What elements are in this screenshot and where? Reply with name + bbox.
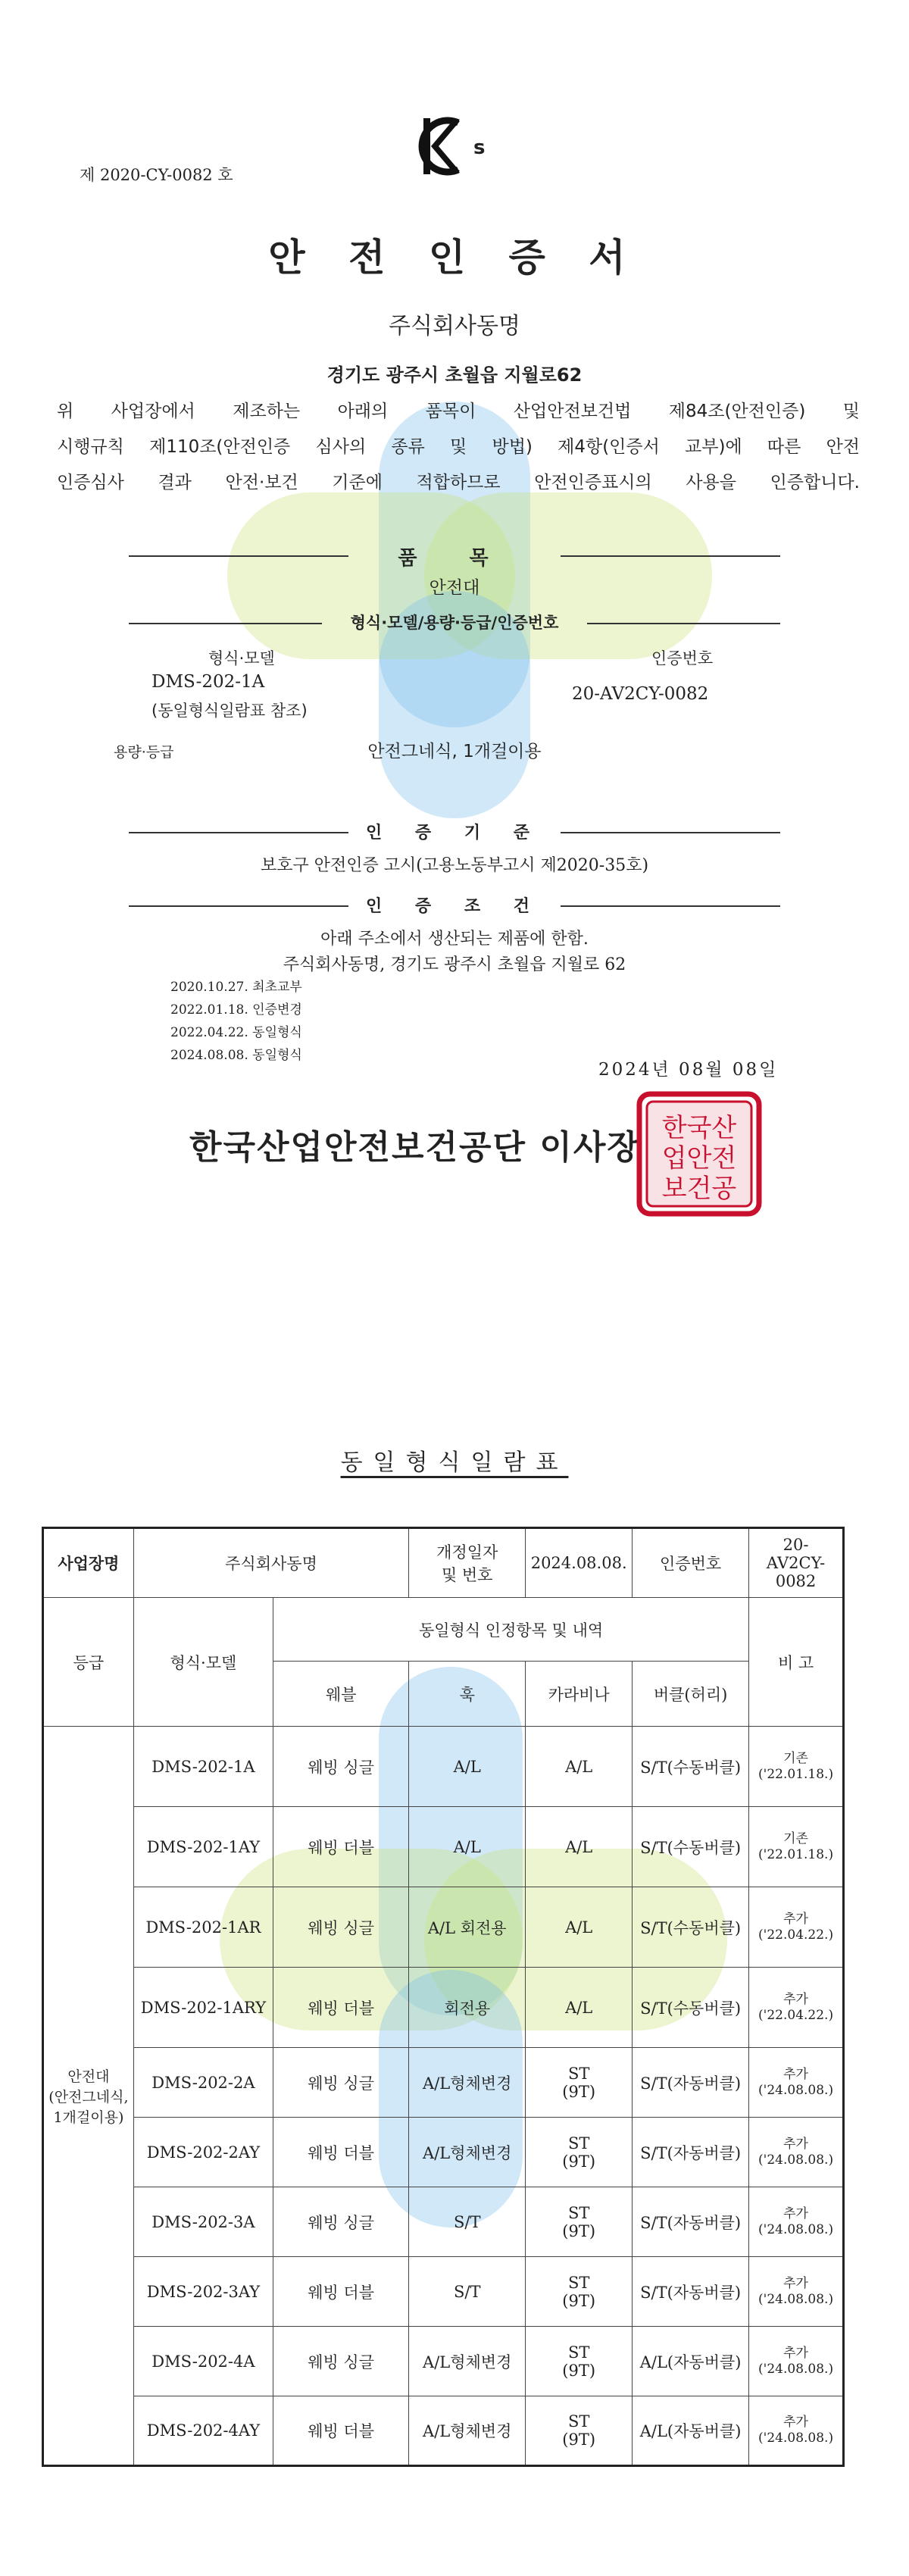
equivalent-model-table [42,1527,845,2467]
row-hook: A/L형체변경 [409,2396,526,2466]
cert-number-label: 인증번호 [651,649,714,667]
row-strap: 웨빙 더블 [273,2118,409,2187]
seal-icon [635,1089,764,1218]
strap-column-header: 웨블 [273,1662,409,1727]
row-strap: 웨빙 싱글 [273,1887,409,1968]
note-column-header: 비 고 [749,1598,844,1727]
model-value: DMS-202-1A [152,672,265,692]
row-carabiner: A/L [526,1968,633,2048]
body-line-3: 인증심사 결과 안전·보건 기준에 적합하므로 안전인증표시의 사용을 인증합니다. [57,473,860,492]
row-carabiner: ST (9T) [526,2048,633,2118]
row-model: DMS-202-2AY [133,2118,273,2187]
item-value: 안전대 [429,578,480,598]
row-hook: A/L 회전용 [409,1887,526,1968]
standard-label: 인 증 기 준 [366,824,543,843]
row-note: 추가 ('24.08.08.) [749,2187,844,2257]
grade-value-cell: 안전대 (안전그네식, 1개걸이용) [43,1727,134,2466]
row-note: 기존 ('22.01.18.) [749,1727,844,1807]
history-item: 2020.10.27. 최초교부 [170,980,302,995]
list-title-text: 동일형식일람표 [340,1449,569,1476]
row-carabiner: A/L [526,1807,633,1887]
row-note: 추가 ('24.08.08.) [749,2396,844,2466]
row-carabiner: ST (9T) [526,2327,633,2396]
row-strap: 웨빙 더블 [273,2257,409,2327]
carabiner-column-header: 카라비나 [526,1662,633,1727]
row-hook: 회전용 [409,1968,526,2048]
condition-line-2: 주식회사동명, 경기도 광주시 초월읍 지월로 62 [283,955,626,974]
history-item: 2022.04.22. 동일형식 [170,1025,302,1040]
row-note: 추가 ('24.08.08.) [749,2257,844,2327]
model-section-label: 형식·모델/용량·등급/인증번호 [350,614,559,632]
divider [129,905,348,907]
revision-label-cell: 개정일자 및 번호 [409,1528,526,1598]
kcs-logo: s [413,114,489,182]
divider [587,623,780,624]
row-model: DMS-202-1ARY [133,1968,273,2048]
row-model: DMS-202-4AY [133,2396,273,2466]
certificate-number: 제 2020-CY-0082 호 [80,166,233,184]
cert-value-cell: 20-AV2CY-0082 [749,1528,844,1598]
row-buckle: S/T(수동버클) [633,1807,749,1887]
history-item: 2022.01.18. 인증변경 [170,1002,302,1018]
row-model: DMS-202-1AY [133,1807,273,1887]
row-note: 추가 ('24.08.08.) [749,2048,844,2118]
row-buckle: A/L(자동버클) [633,2327,749,2396]
row-buckle: A/L(자동버클) [633,2396,749,2466]
row-buckle: S/T(수동버클) [633,1727,749,1807]
row-strap: 웨빙 더블 [273,2396,409,2466]
company-label-cell: 사업장명 [43,1528,134,1598]
cert-number-value: 20-AV2CY-0082 [572,684,709,704]
row-carabiner: ST (9T) [526,2187,633,2257]
row-model: DMS-202-3A [133,2187,273,2257]
row-carabiner: A/L [526,1727,633,1807]
row-hook: S/T [409,2257,526,2327]
row-strap: 웨빙 싱글 [273,2187,409,2257]
issuer-name: 한국산업안전보건공단 이사장 [189,1128,641,1167]
items-group-header: 동일형식 인정항목 및 내역 [273,1598,749,1662]
certificate-body [57,394,860,501]
revision-value-cell: 2024.08.08. [526,1528,633,1598]
row-model: DMS-202-4A [133,2327,273,2396]
row-note: 기존 ('22.01.18.) [749,1807,844,1887]
model-note: (동일형식일람표 참조) [152,702,308,720]
row-model: DMS-202-3AY [133,2257,273,2327]
model-column-header: 형식·모델 [133,1598,273,1727]
divider [129,555,348,557]
model-label: 형식·모델 [208,649,275,667]
issue-date: 2024년 08월 08일 [598,1060,779,1080]
row-strap: 웨빙 싱글 [273,2327,409,2396]
row-strap: 웨빙 싱글 [273,2048,409,2118]
svg-text:보건공: 보건공 [661,1174,737,1204]
row-hook: S/T [409,2187,526,2257]
row-model: DMS-202-2A [133,2048,273,2118]
row-note: 추가 ('22.04.22.) [749,1968,844,2048]
row-note: 추가 ('24.08.08.) [749,2327,844,2396]
condition-line-1: 아래 주소에서 생산되는 제품에 한함. [320,930,589,949]
company-value-cell: 주식회사동명 [133,1528,408,1598]
grade-column-header: 등급 [43,1598,134,1727]
row-carabiner: A/L [526,1887,633,1968]
row-hook: A/L형체변경 [409,2048,526,2118]
row-buckle: S/T(자동버클) [633,2118,749,2187]
row-buckle: S/T(자동버클) [633,2187,749,2257]
row-buckle: S/T(수동버클) [633,1887,749,1968]
company-address: 경기도 광주시 초월읍 지월로62 [326,364,583,386]
item-label: 품 목 [398,547,511,570]
official-seal [635,1089,764,1218]
row-buckle: S/T(수동버클) [633,1968,749,2048]
history-list [170,976,302,1067]
divider [129,623,322,624]
divider [561,832,780,833]
row-carabiner: ST (9T) [526,2118,633,2187]
history-item: 2024.08.08. 동일형식 [170,1048,302,1063]
row-strap: 웨빙 싱글 [273,1727,409,1807]
row-hook: A/L [409,1727,526,1807]
divider [129,832,348,833]
row-carabiner: ST (9T) [526,2396,633,2466]
svg-text:한국산: 한국산 [661,1113,737,1143]
row-note: 추가 ('22.04.22.) [749,1887,844,1968]
row-note: 추가 ('24.08.08.) [749,2118,844,2187]
standard-value: 보호구 안전인증 고시(고용노동부고시 제2020-35호) [260,856,649,875]
row-hook: A/L형체변경 [409,2118,526,2187]
grade-label: 용량·등급 [114,744,174,761]
company-name: 주식회사동명 [389,313,520,339]
row-model: DMS-202-1A [133,1727,273,1807]
body-line-1: 위 사업장에서 제조하는 아래의 품목이 산업안전보건법 제84조(안전인증) 및 [57,402,860,421]
row-model: DMS-202-1AR [133,1887,273,1968]
row-carabiner: ST (9T) [526,2257,633,2327]
row-strap: 웨빙 더블 [273,1807,409,1887]
certificate-title: 안 전 인 증 서 [268,236,641,280]
hook-column-header: 훅 [409,1662,526,1727]
buckle-column-header: 버클(허리) [633,1662,749,1727]
divider [561,555,780,557]
row-buckle: S/T(자동버클) [633,2048,749,2118]
grade-value: 안전그네식, 1개걸이용 [367,742,542,761]
svg-text:업안전: 업안전 [661,1143,737,1174]
list-title [0,1443,909,1477]
row-buckle: S/T(자동버클) [633,2257,749,2327]
row-hook: A/L형체변경 [409,2327,526,2396]
body-line-2: 시행규칙 제110조(안전인증 심사의 종류 및 방법) 제4항(인증서 교부)에 따른 안전 [57,437,860,457]
row-strap: 웨빙 더블 [273,1968,409,2048]
cert-label-cell: 인증번호 [633,1528,749,1598]
row-hook: A/L [409,1807,526,1887]
divider [561,905,780,907]
condition-label: 인 증 조 건 [366,897,543,916]
